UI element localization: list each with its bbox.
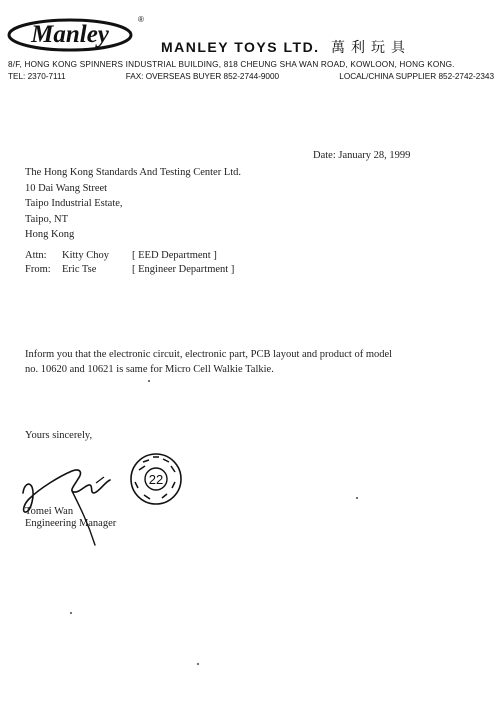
- recipient-line: Taipo, NT: [25, 213, 69, 225]
- recipient-line: The Hong Kong Standards And Testing Center Ltd.: [25, 167, 242, 178]
- attn-name: Kitty Choy: [62, 250, 109, 261]
- letter-body: [25, 347, 475, 377]
- company-name-line: [161, 37, 411, 57]
- company-name: MANLEY TOYS LTD.: [161, 39, 320, 55]
- contact-line: [8, 72, 494, 81]
- closing: Yours sincerely,: [25, 430, 93, 441]
- recipient-line: Hong Kong: [25, 229, 75, 240]
- manley-logo: [6, 14, 156, 54]
- attn-label: Attn:: [25, 250, 47, 261]
- fax-overseas: FAX: OVERSEAS BUYER 852-2744-9000: [125, 72, 280, 81]
- body-line: Inform you that the electronic circuit, electronic part, PCB layout and product of model: [25, 349, 393, 360]
- stamp-number: 22: [148, 472, 164, 487]
- recipient-line: 10 Dai Wang Street: [25, 182, 108, 194]
- from-label: From:: [25, 264, 51, 275]
- body-line: no. 10620 and 10621 is same for Micro Cell Walkie Talkie.: [25, 364, 274, 375]
- attention-block: [25, 249, 234, 277]
- signer-name: Tomei Wan: [25, 506, 74, 517]
- from-row: [25, 263, 234, 277]
- company-address: 8/F, HONG KONG SPINNERS INDUSTRIAL BUILDING, 818 CHEUNG SHA WAN ROAD, KOWLOON, HONG KONG.: [8, 60, 455, 69]
- from-name: Eric Tse: [62, 264, 97, 275]
- logo-wordmark: Manley: [31, 21, 109, 48]
- from-department: [ Engineer Department ]: [132, 264, 235, 275]
- scan-speck: [70, 612, 72, 614]
- scan-speck: [148, 380, 150, 382]
- recipient-line: Taipo Industrial Estate,: [25, 198, 123, 209]
- attn-department: [ EED Department ]: [132, 250, 217, 261]
- scan-speck: [356, 497, 358, 499]
- fax-local: LOCAL/CHINA SUPPLIER 852-2742-2343: [339, 72, 494, 81]
- letter-date: Date: January 28, 1999: [313, 150, 411, 161]
- signer-title: Engineering Manager: [25, 518, 117, 529]
- registered-mark: ®: [138, 15, 144, 24]
- telephone: TEL: 2370-7111: [8, 72, 66, 81]
- attn-row: [25, 249, 234, 263]
- recipient-address: [25, 165, 241, 243]
- company-seal-stamp: [129, 452, 183, 506]
- company-name-chinese: 萬利玩具: [330, 39, 411, 55]
- scan-speck: [197, 663, 199, 665]
